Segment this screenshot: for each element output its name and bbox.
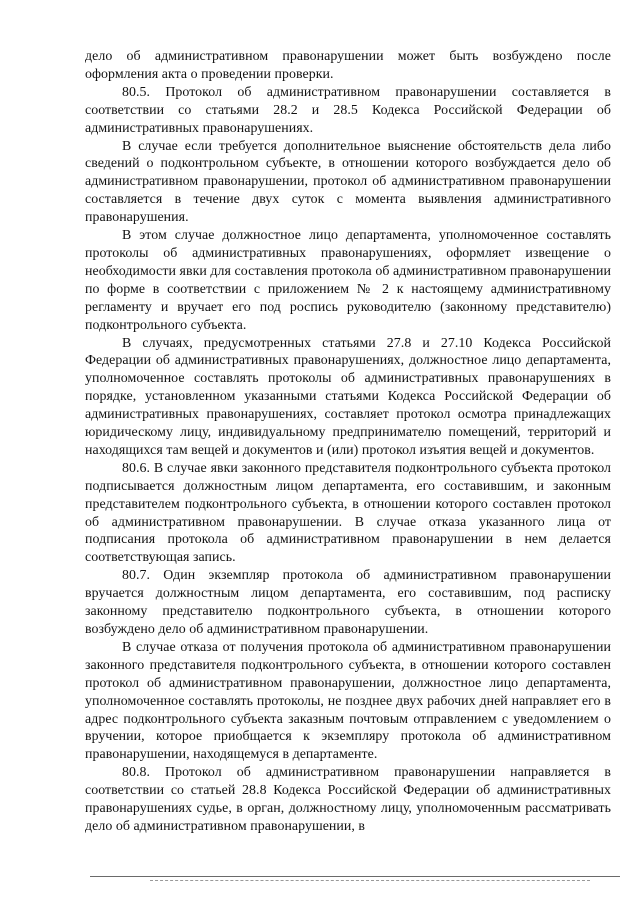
paragraph-80-5: 80.5. Протокол об административном правонарушении составляется в соответствии со статьями 28.2 и 28.5 Кодекса Российской Федерации об административных правонарушениях. [85,84,611,136]
paragraph-notice-of-appearance: В этом случае должностное лицо департамента, уполномоченное составлять протоколы об административных правонарушениях, оформляет извещение о необходимости явки для составления протокола об административном правонарушении по форме в соответствии с приложением № 2 к настоящему административному регламенту и вручает его под роспись руководителю (законному представителю) подконтрольного субъекта. [85,228,611,333]
paragraph-continuation: дело об административном правонарушении может быть возбуждено после оформления акта о проведении проверки. [85,49,611,82]
paragraph-inspection-protocol: В случаях, предусмотренных статьями 27.8 и 27.10 Кодекса Российской Федерации об административных правонарушениях, должностное лицо департамента, уполномоченное составлять протоколы об административных правонарушениях в порядке, установленном указанными статьями Кодекса Российской Федерации об административных правонарушениях, составляет протокол осмотра принадлежащих юридическому лицу, индивидуальному предпринимателю помещений, территорий и находящихся там вещей и документов и (или) протокол изъятия вещей и документов. [85,335,611,458]
paragraph-additional-clarification: В случае если требуется дополнительное выяснение обстоятельств дела либо сведений о подконтрольном субъекте, в отношении которого возбуждается дело об административном правонарушении, протокол об административном правонарушении составляется в течение двух суток с момента выявления административного правонарушения. [85,138,611,226]
paragraph-refusal-to-receive: В случае отказа от получения протокола об административном правонарушении законного представителя подконтрольного субъекта, в отношении которого составлен протокол об административном правонарушении, должностное лицо департамента, уполномоченное составлять протоколы, не позднее двух рабочих дней направляет его в адрес подконтрольного субъекта заказным почтовым отправлением с уведомлением о вручении, которое приобщается к экземпляру протокола об административном правонарушении, находящемуся в департаменте. [85,639,611,763]
paragraph-80-8: 80.8. Протокол об административном правонарушении направляется в соответствии со статьей 28.8 Кодекса Российской Федерации об административных правонарушениях судье, в орган, должностному лицу, уполномоченным рассматривать дело об административном правонарушении, в [85,765,611,834]
paragraph-80-6: 80.6. В случае явки законного представителя подконтрольного субъекта протокол подписывается должностным лицом департамента, его составившим, и законным представителем подконтрольного субъекта, в отношении которого составлен протокол об административном правонарушении. В случае отказа указанного лица от подписания протокола об административном правонарушении в нем делается соответствующая запись. [85,460,611,566]
scan-edge-line-secondary [150,880,590,881]
document-body [85,48,611,836]
scan-edge-line [90,876,620,877]
paragraph-80-7: 80.7. Один экземпляр протокола об административном правонарушении вручается должностным лицом департамента, его составившим, под расписку законному представителю подконтрольного субъекта, в отношении которого возбуждено дело об административном правонарушении. [85,568,611,637]
